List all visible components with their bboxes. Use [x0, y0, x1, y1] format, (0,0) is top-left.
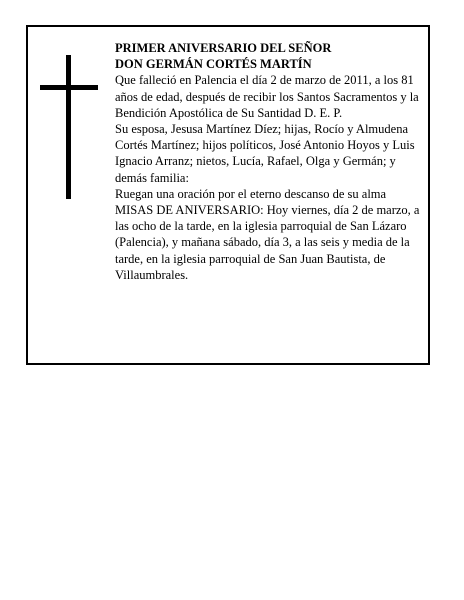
- notice-text: [115, 40, 425, 283]
- family-list: Su esposa, Jesusa Martínez Díez; hijas, Rocío y Almudena Cortés Martínez; hijos políticos, José Antonio Hoyos y Luis Ignacio Arranz; nietos, Lucía, Rafael, Olga y Germán; y demás familia:: [115, 122, 415, 185]
- notice-heading-line-1: PRIMER ANIVERSARIO DEL SEÑOR: [115, 41, 332, 55]
- obituary-notice: [26, 25, 430, 365]
- death-announcement: Que falleció en Palencia el día 2 de marzo de 2011, a los 81 años de edad, después de recibir los Santos Sacramentos y la Bendición Apostólica de Su Santidad D. E. P.: [115, 73, 419, 120]
- anniversary-masses: MISAS DE ANIVERSARIO: Hoy viernes, día 2 de marzo, a las ocho de la tarde, en la iglesia parroquial de San Lázaro (Palencia), y mañana sábado, día 3, a las seis y media de la tarde, en la iglesia parroquial de San Juan Bautista, de Villaumbrales.: [115, 203, 420, 282]
- cross-vertical-bar: [66, 55, 71, 199]
- cross-icon: [40, 55, 98, 199]
- notice-heading-line-2: DON GERMÁN CORTÉS MARTÍN: [115, 57, 312, 72]
- prayer-request: Ruegan una oración por el eterno descanso de su alma: [115, 186, 387, 201]
- cross-horizontal-bar: [40, 85, 98, 90]
